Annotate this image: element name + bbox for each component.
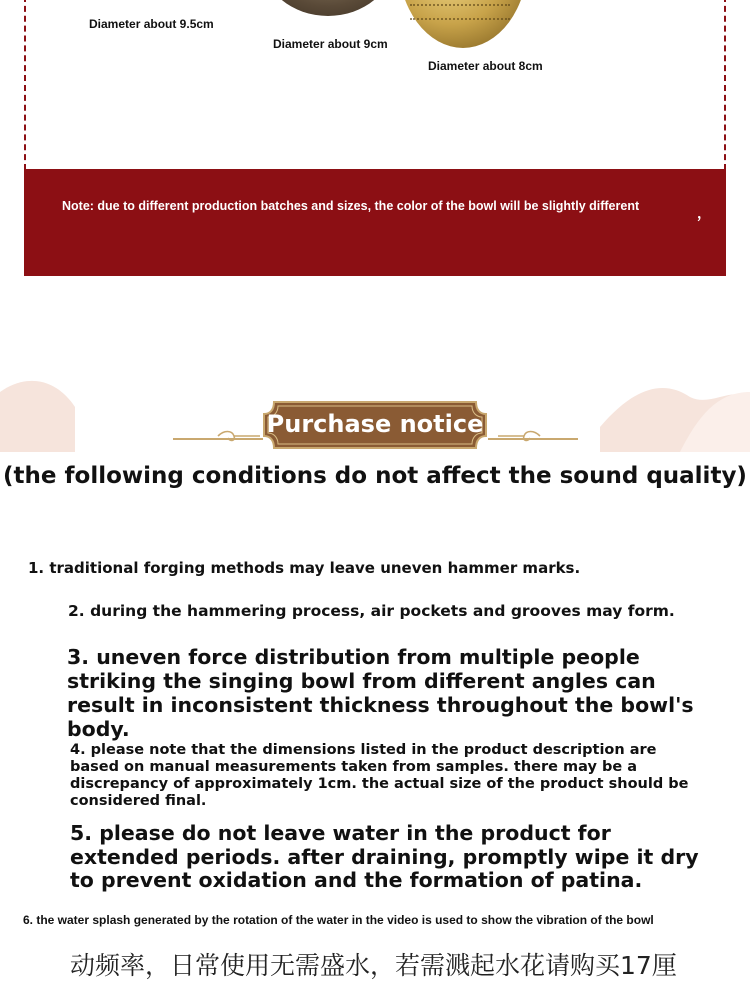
notice-item-6: 6. the water splash generated by the rotation of the water in the video is used to show the vibration of the bowl <box>23 913 654 927</box>
purchase-notice-subtitle: (the following conditions do not affect the sound quality) <box>3 463 747 489</box>
notice-item-3: 3. uneven force distribution from multiple people striking the singing bowl from different angles can result in inconsistent thickness throughout the bowl's body. <box>67 645 694 741</box>
color-note-text: Note: due to different production batches and sizes, the color of the bowl will be slightly different <box>62 199 640 213</box>
diameter-label-large: Diameter about 9.5cm <box>89 17 214 31</box>
diameter-label-medium: Diameter about 9cm <box>273 37 388 51</box>
diameter-label-small: Diameter about 8cm <box>428 59 543 73</box>
color-note-trailing-mark: ， <box>697 206 711 222</box>
purchase-notice-title: Purchase notice <box>266 410 484 438</box>
notice-item-5: 5. please do not leave water in the product for extended periods. after draining, promptly wipe it dry to prevent oxidation and the formation of patina. <box>70 821 699 892</box>
color-note-banner <box>24 169 726 276</box>
cloud-swirl-icon-left <box>216 428 260 444</box>
bowl-engraving-pattern <box>410 4 510 20</box>
notice-item-2: 2. during the hammering process, air pockets and grooves may form. <box>68 602 675 620</box>
notice-item-4: 4. please note that the dimensions listed in the product description are based on manual measurements taken from samples. there may be a discrepancy of approximately 1cm. the actual size of the product should be considered final. <box>70 742 689 809</box>
notice-item-7-partial: 动频率，日常使用无需盛水，若需溅起水花请购买17厘 <box>70 951 677 980</box>
cloud-swirl-icon-right <box>498 428 542 444</box>
notice-item-1: 1. traditional forging methods may leave uneven hammer marks. <box>28 559 581 577</box>
